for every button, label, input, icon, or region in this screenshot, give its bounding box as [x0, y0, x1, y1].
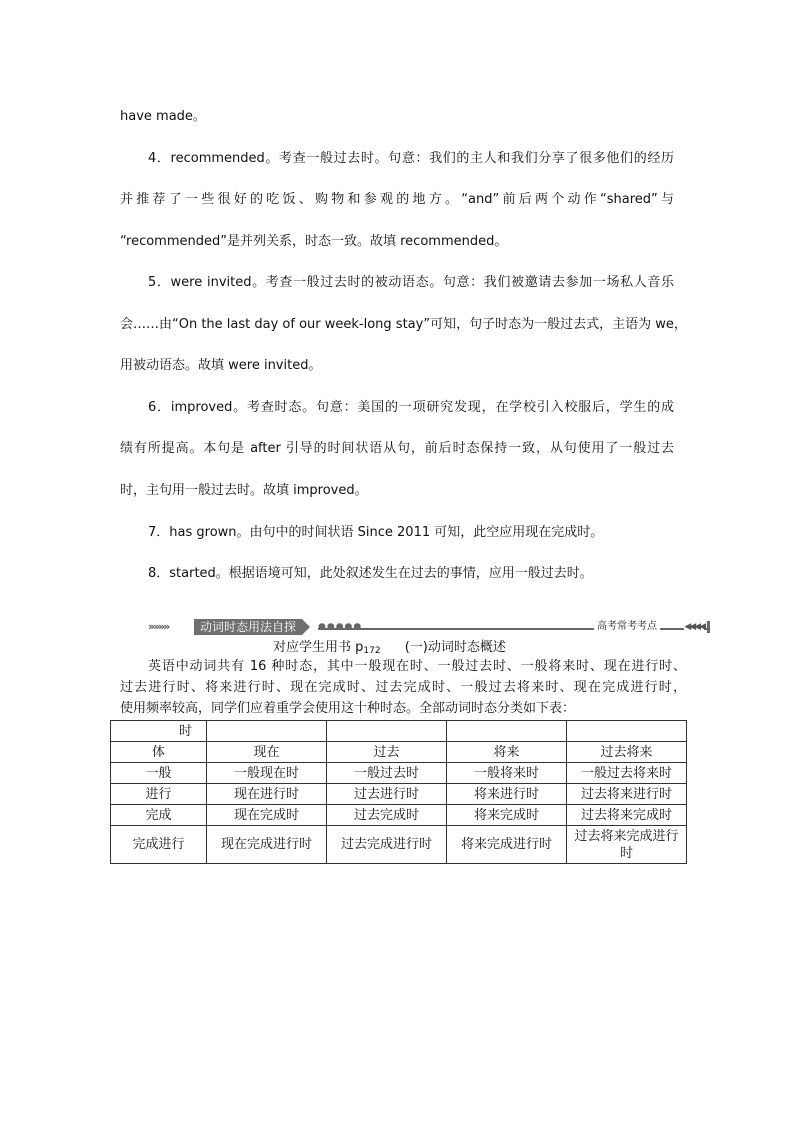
table-blank-cell [447, 721, 567, 742]
table-cell: 过去完成进行时 [327, 826, 447, 864]
intro-line-3: 使用频率较高，同学们应着重学会使用这十种时态。全部动词时态分类如下表： [120, 701, 576, 716]
table-cell: 过去将来完成时 [567, 805, 687, 826]
banner-arrow-icon: ›››››››› [148, 620, 169, 633]
table-cell: 一般过去将来时 [567, 763, 687, 784]
table-cell: 过去进行时 [327, 784, 447, 805]
answer-item-6-line-1: 6．improved。考查时态。句意：美国的一项研究发现，在学校引入校服后，学生的成 [148, 400, 674, 415]
intro-line-2: 过去进行时、将来进行时、现在完成时、过去完成时、一般过去将来时、现在完成进行时， [120, 680, 686, 695]
table-cell: 一般过去时 [327, 763, 447, 784]
answer-item-8: 8．started。根据语境可知，此处叙述发生在过去的事情，应用一般过去时。 [148, 566, 593, 581]
table-cell: 一般将来时 [447, 763, 567, 784]
table-cell: 将来进行时 [447, 784, 567, 805]
reference-prefix: 对应学生用书 p [273, 640, 364, 655]
section-banner [148, 619, 710, 635]
banner-title: 动词时态用法自探 [194, 619, 302, 635]
table-cell: 过去完成时 [327, 805, 447, 826]
table-cell: 将来完成时 [447, 805, 567, 826]
row-header: 一般 [111, 763, 207, 784]
table-row [111, 805, 687, 826]
table-cell: 现在完成时 [207, 805, 327, 826]
table-cell: 现在完成进行时 [207, 826, 327, 864]
answer-item-4-line-3: “recommended”是并列关系，时态一致。故填 recommended。 [120, 234, 508, 249]
table-corner-bottom: 体 [111, 742, 207, 763]
table-cell: 将来完成进行时 [447, 826, 567, 864]
section-reference [273, 639, 506, 660]
intro-line-1: 英语中动词共有 16 种时态，其中一般现在时、一般过去时、一般将来时、现在进行时、 [148, 659, 686, 674]
answer-item-4-line-2: 并推荐了一些很好的吃饭、购物和参观的地方。“and”前后两个动作“shared”与 [120, 192, 674, 207]
table-row [111, 784, 687, 805]
row-header: 完成 [111, 805, 207, 826]
table-corner-top: 时 [111, 721, 207, 742]
table-row [111, 763, 687, 784]
table-cell: 现在进行时 [207, 784, 327, 805]
table-blank-cell [567, 721, 687, 742]
answer-item-5-line-1: 5．were invited。考查一般过去时的被动语态。句意：我们被邀请去参加一场私人音乐 [148, 275, 674, 290]
column-header: 过去将来 [567, 742, 687, 763]
section-heading: (一)动词时态概述 [404, 640, 506, 655]
answer-item-5-line-2: 会……由“On the last day of our week-long stay”可知，句子时态为一般过去式，主语为 we， [120, 317, 687, 332]
reference-page: 172 [363, 646, 381, 656]
table-header-row [111, 742, 687, 763]
answer-item-6-line-2: 绩有所提高。本句是 after 引导的时间状语从句，前后时态保持一致，从句使用了一般过去 [120, 441, 674, 456]
table-header-row-top [111, 721, 687, 742]
answer-item-5-line-3: 用被动语态。故填 were invited。 [120, 358, 322, 373]
tense-table [110, 720, 687, 864]
answer-item-6-line-3: 时，主句用一般过去时。故填 improved。 [120, 483, 368, 498]
column-header: 将来 [447, 742, 567, 763]
answer-item-7: 7．has grown。由句中的时间状语 Since 2011 可知，此空应用现在完成时。 [148, 525, 604, 540]
banner-end-bar [707, 621, 710, 633]
column-header: 过去 [327, 742, 447, 763]
banner-right-label: 高考常考考点 [594, 620, 660, 634]
table-row [111, 826, 687, 864]
table-cell: 过去将来完成进行时 [567, 826, 687, 864]
table-blank-cell [207, 721, 327, 742]
row-header: 完成进行 [111, 826, 207, 864]
table-cell: 过去将来进行时 [567, 784, 687, 805]
banner-dots: ●●●●● [318, 622, 363, 632]
column-header: 现在 [207, 742, 327, 763]
answer-line-have-made: have made。 [120, 109, 206, 124]
table-cell: 一般现在时 [207, 763, 327, 784]
answer-item-4-line-1: 4．recommended。考查一般过去时。句意：我们的主人和我们分享了很多他们的经历 [148, 151, 674, 166]
row-header: 进行 [111, 784, 207, 805]
banner-back-arrow-icon: ◀◀◀◀ [684, 622, 704, 632]
table-blank-cell [327, 721, 447, 742]
